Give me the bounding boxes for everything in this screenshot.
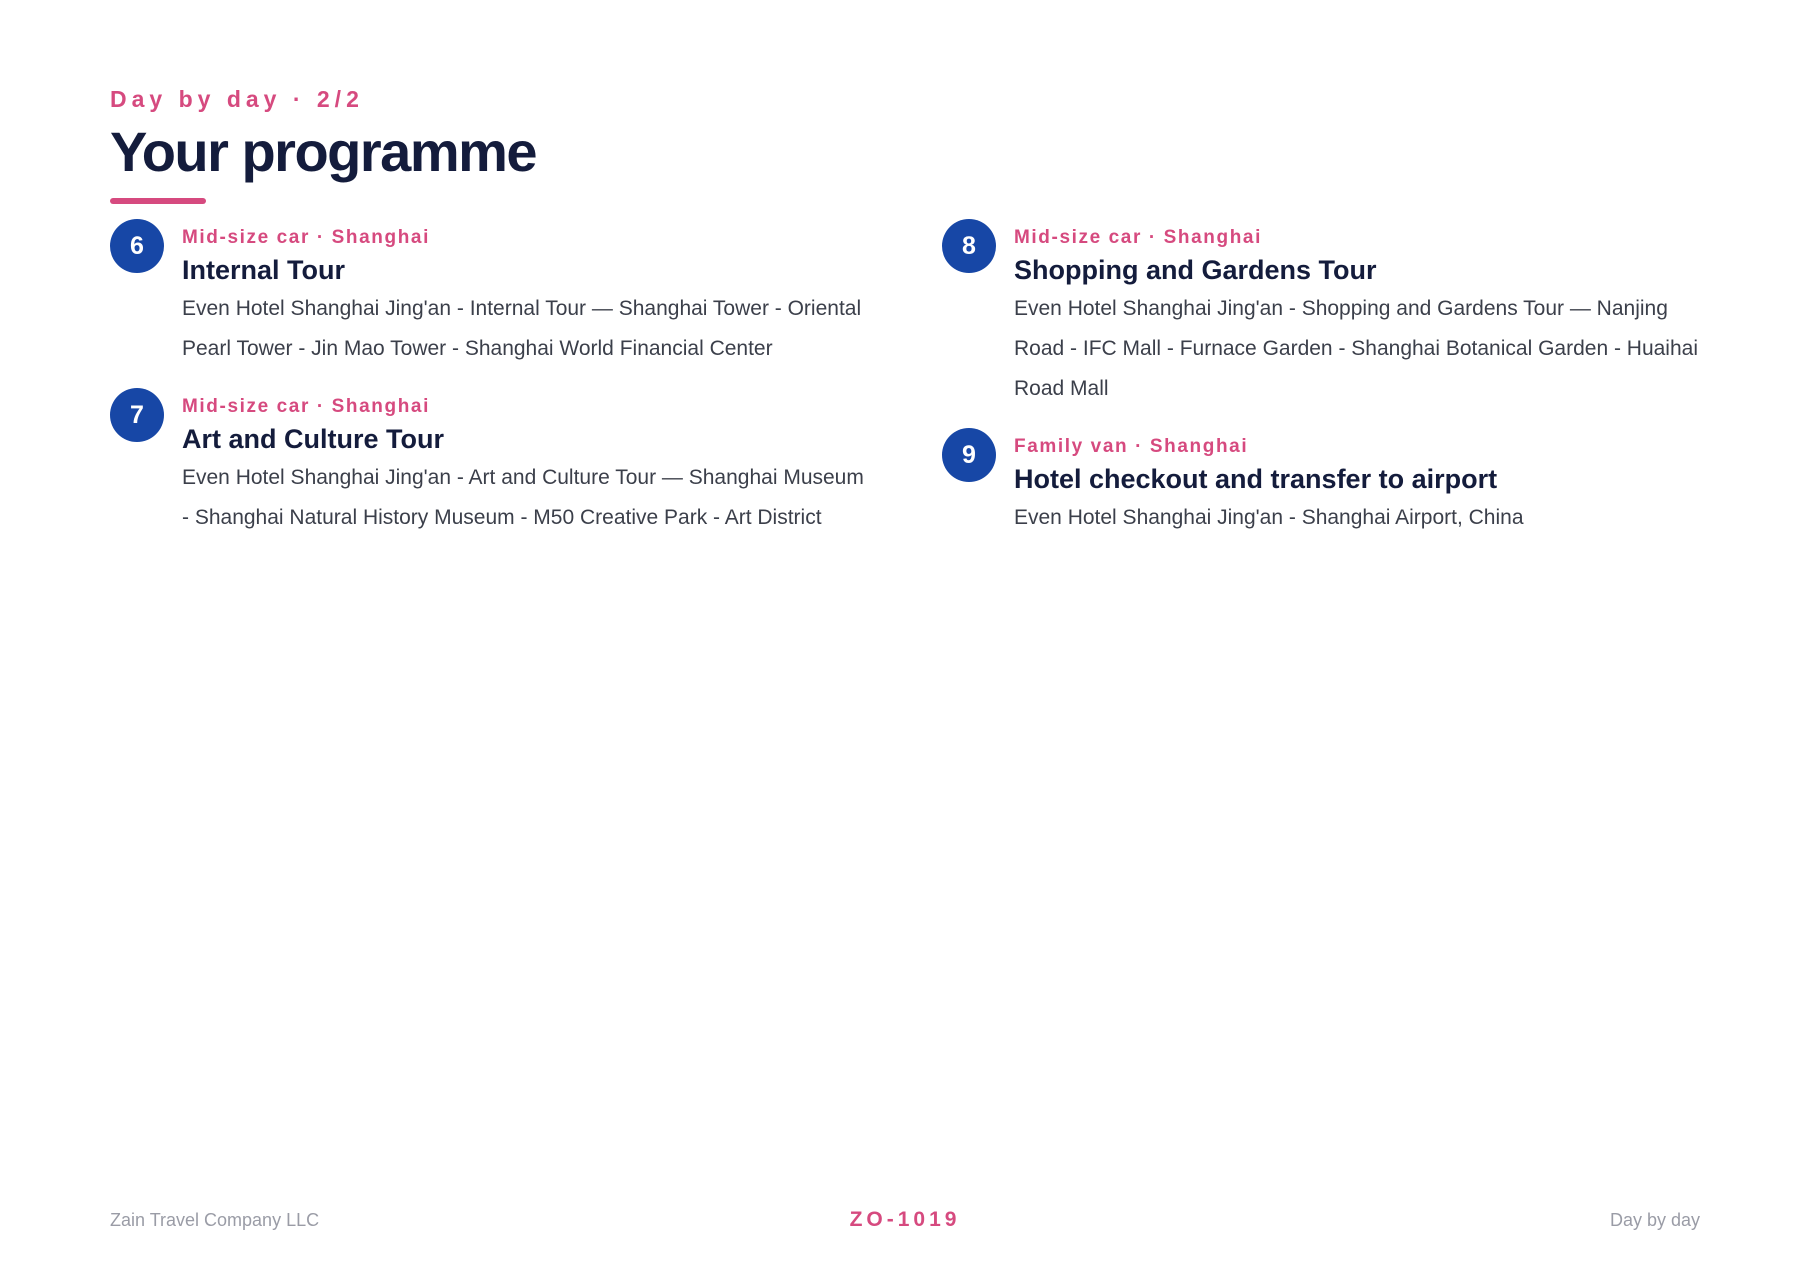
section-name: Day by day: [1609, 1210, 1700, 1230]
title-underline: [110, 198, 206, 204]
page-footer: [110, 1210, 1700, 1234]
programme-item: [942, 435, 1702, 538]
day-number-badge: 6: [110, 219, 164, 273]
tour-description: Even Hotel Shanghai Jing'an - Art and Culture Tour — Shanghai Museum - Shanghai Natural History Museum - M50 Creative Park - Art District: [182, 466, 864, 529]
vehicle-location: Mid-size car · Shanghai: [1014, 227, 1262, 248]
page-title: Your programme: [110, 120, 537, 183]
tour-title: Shopping and Gardens Tour: [1014, 255, 1377, 285]
tour-description: Even Hotel Shanghai Jing'an - Shopping and Gardens Tour — Nanjing Road - IFC Mall - Furnace Garden - Shanghai Botanical Garden - Huaihai Road Mall: [1014, 297, 1698, 400]
company-name: Zain Travel Company LLC: [110, 1210, 320, 1230]
vehicle-location: Mid-size car · Shanghai: [182, 396, 430, 417]
tour-title: Art and Culture Tour: [182, 424, 444, 454]
page-eyebrow: Day by day · 2/2: [110, 86, 364, 112]
day-number-badge: 9: [942, 428, 996, 482]
programme-item: [110, 226, 870, 369]
page: [110, 84, 1700, 529]
programme-item: [942, 226, 1702, 409]
booking-reference: ZO-1019: [849, 1208, 961, 1231]
tour-title: Internal Tour: [182, 255, 346, 285]
tour-description: Even Hotel Shanghai Jing'an - Internal Tour — Shanghai Tower - Oriental Pearl Tower - Jin Mao Tower - Shanghai World Financial Center: [182, 297, 862, 360]
tour-description: Even Hotel Shanghai Jing'an - Shanghai Airport, China: [1014, 506, 1524, 529]
programme-column-right: [942, 226, 1702, 564]
programme-column-left: [110, 226, 870, 564]
programme-item: [110, 395, 870, 538]
tour-title: Hotel checkout and transfer to airport: [1014, 464, 1498, 494]
day-number-badge: 7: [110, 388, 164, 442]
vehicle-location: Mid-size car · Shanghai: [182, 227, 430, 248]
day-number-badge: 8: [942, 219, 996, 273]
vehicle-location: Family van · Shanghai: [1014, 436, 1249, 457]
